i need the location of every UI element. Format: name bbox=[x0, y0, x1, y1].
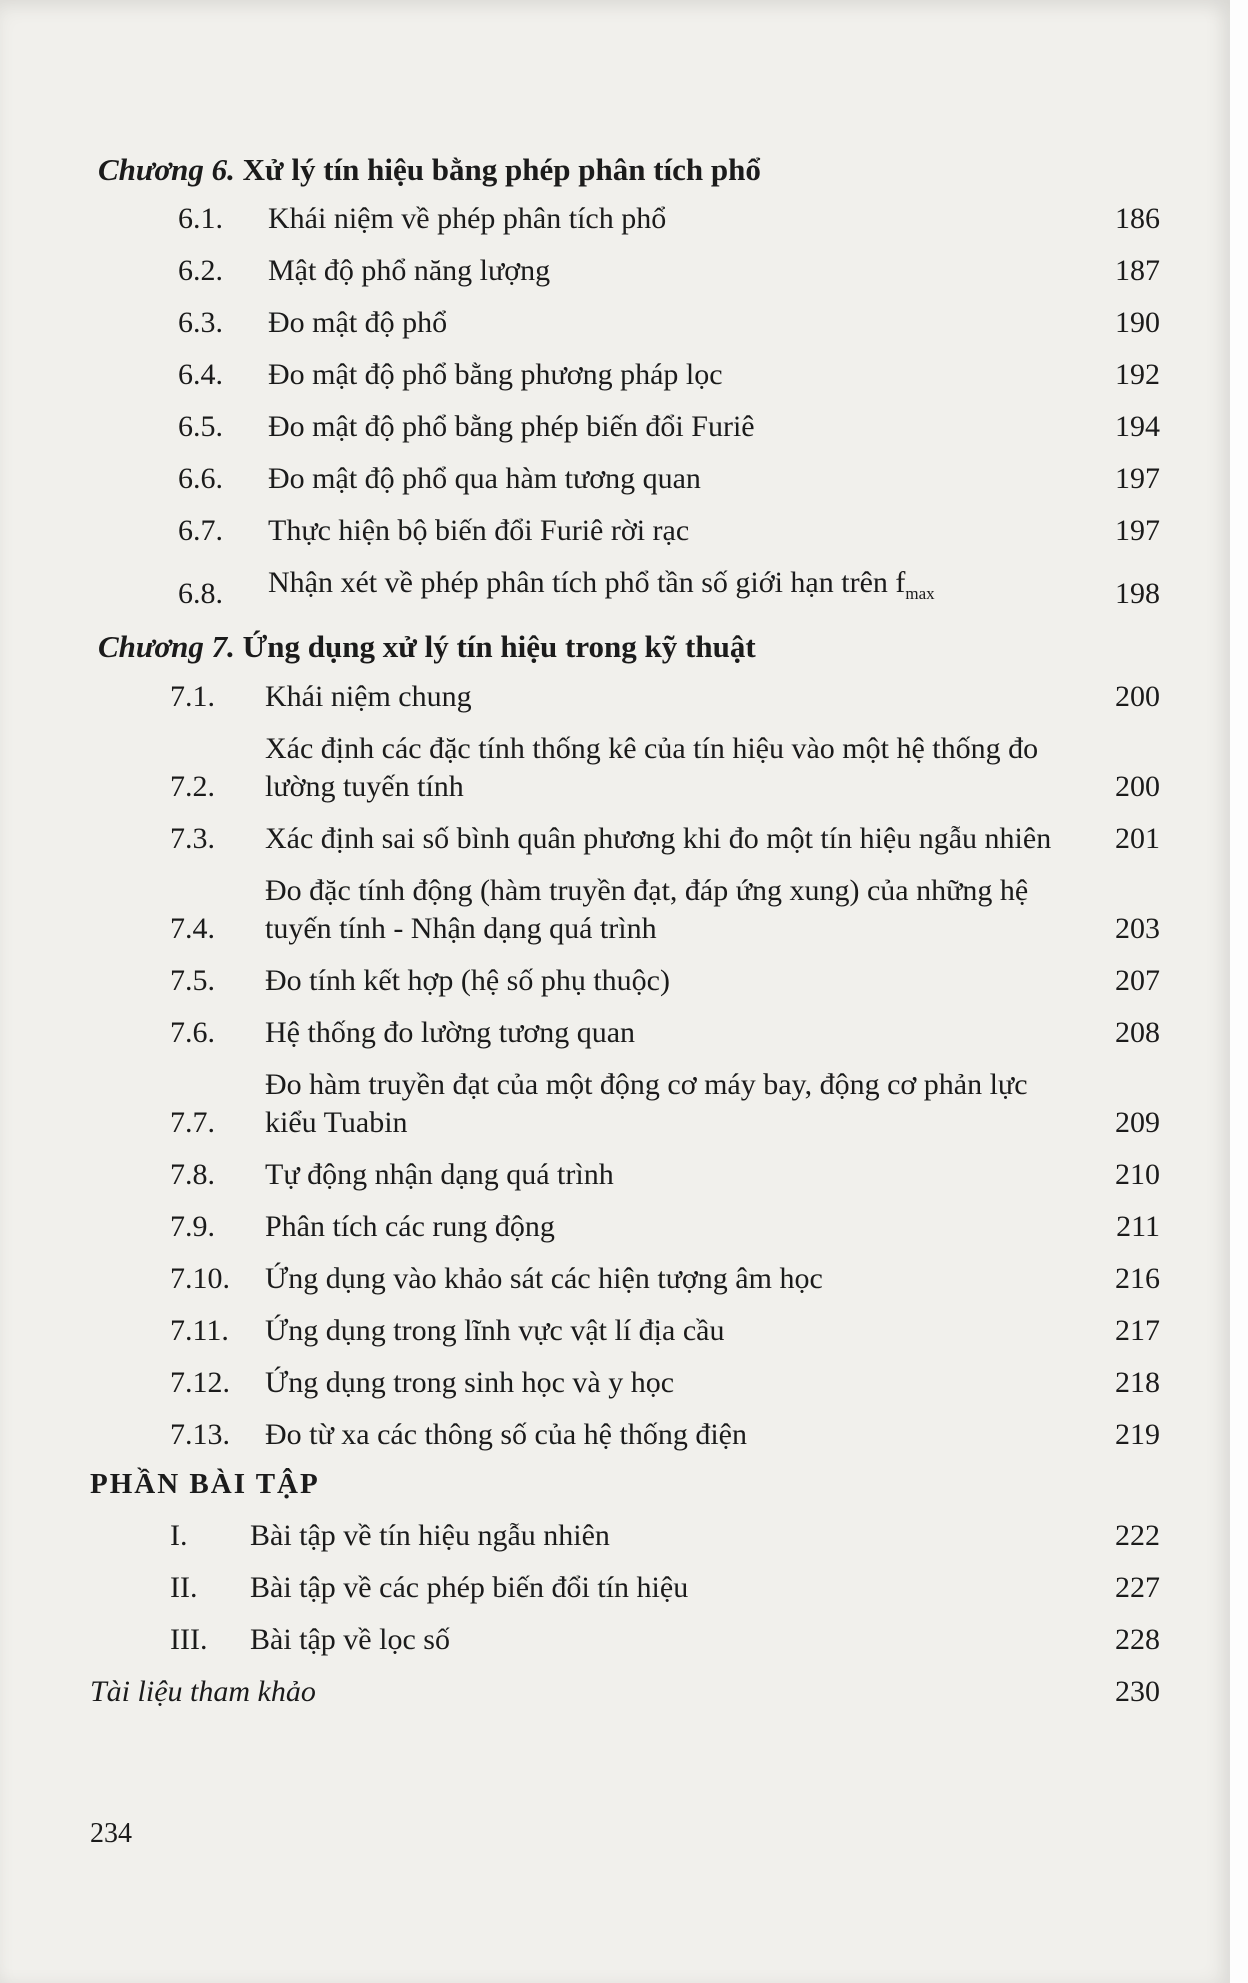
entry-title bbox=[250, 1621, 1080, 1659]
entry-page: 198 bbox=[1115, 577, 1160, 611]
entry-title-text: Bài tập về các phép biến đổi tín hiệu bbox=[250, 1570, 689, 1604]
entry-page: 227 bbox=[1115, 1570, 1160, 1604]
chapter-title: Ứng dụng xử lý tín hiệu trong kỹ thuật bbox=[234, 629, 756, 665]
toc-entry bbox=[90, 1208, 1160, 1246]
toc-entry bbox=[90, 200, 1160, 238]
entry-title bbox=[265, 962, 1080, 1000]
entry-number: 6.1. bbox=[178, 202, 223, 236]
entry-title-text: Bài tập về lọc số bbox=[250, 1622, 450, 1656]
entry-page: 187 bbox=[1115, 254, 1160, 288]
exercises-section bbox=[90, 1468, 1160, 1659]
entry-title-text: Thực hiện bộ biến đổi Furiê rời rạc bbox=[268, 514, 690, 548]
entry-page: 203 bbox=[1115, 911, 1160, 945]
entry-number: 7.6. bbox=[170, 1015, 215, 1049]
entry-number: 6.7. bbox=[178, 514, 223, 548]
entry-number: 6.8. bbox=[178, 577, 223, 611]
entry-title-text: Ứng dụng trong sinh học và y học bbox=[265, 1365, 675, 1399]
entry-number: 7.4. bbox=[170, 911, 215, 945]
entry-title-text: Ứng dụng vào khảo sát các hiện tượng âm học bbox=[265, 1261, 823, 1295]
entry-page: 197 bbox=[1115, 462, 1160, 496]
toc-entry bbox=[90, 730, 1160, 806]
entry-page: 200 bbox=[1115, 769, 1160, 803]
entry-page: 228 bbox=[1115, 1622, 1160, 1656]
entry-title bbox=[268, 408, 1080, 446]
toc-entry bbox=[90, 564, 1160, 613]
entry-page: 222 bbox=[1115, 1518, 1160, 1552]
entry-title-text: Ứng dụng trong lĩnh vực vật lí địa cầu bbox=[265, 1313, 725, 1347]
entry-number: 7.11. bbox=[170, 1313, 229, 1347]
entry-title-text: Đo mật độ phổ qua hàm tương quan bbox=[268, 462, 701, 496]
entry-title bbox=[268, 304, 1080, 342]
entry-page: 219 bbox=[1115, 1417, 1160, 1451]
entry-title bbox=[265, 1156, 1080, 1194]
entry-title bbox=[268, 460, 1080, 498]
entry-number: 7.2. bbox=[170, 769, 215, 803]
entry-title bbox=[265, 1312, 1080, 1350]
toc-entry bbox=[90, 1066, 1160, 1142]
entry-page: 194 bbox=[1115, 410, 1160, 444]
toc-entry bbox=[90, 1517, 1160, 1555]
entry-number: 6.5. bbox=[178, 410, 223, 444]
entry-title-text: Đo mật độ phổ bằng phép biến đổi Furiê bbox=[268, 410, 755, 444]
entry-number: 7.8. bbox=[170, 1157, 215, 1191]
references-page: 230 bbox=[1115, 1674, 1160, 1708]
toc-entry bbox=[90, 460, 1160, 498]
entry-page: 190 bbox=[1115, 306, 1160, 340]
entry-number: 7.3. bbox=[170, 821, 215, 855]
entry-subscript: max bbox=[905, 584, 935, 604]
chapter-heading bbox=[98, 627, 1160, 667]
entry-title-text: Đo hàm truyền đạt của một động cơ máy bay, động cơ phản lực kiểu Tuabin bbox=[265, 1067, 1028, 1139]
entry-title bbox=[268, 512, 1080, 550]
entry-title bbox=[265, 1364, 1080, 1402]
entry-page: 186 bbox=[1115, 202, 1160, 236]
toc-entry bbox=[90, 1312, 1160, 1350]
entry-title bbox=[265, 1066, 1080, 1142]
entry-number: 7.10. bbox=[170, 1261, 230, 1295]
toc-entry bbox=[90, 1364, 1160, 1402]
chapter-6 bbox=[90, 150, 1160, 613]
toc-entry bbox=[90, 356, 1160, 394]
entry-title-text: Phân tích các rung động bbox=[265, 1209, 555, 1243]
chapter-label: Chương 6. bbox=[98, 152, 235, 187]
entry-page: 200 bbox=[1115, 679, 1160, 713]
entry-title bbox=[268, 356, 1080, 394]
entry-title bbox=[250, 1517, 1080, 1555]
toc-entry bbox=[90, 1014, 1160, 1052]
toc-entry bbox=[90, 1569, 1160, 1607]
entry-title-text: Đo từ xa các thông số của hệ thống điện bbox=[265, 1417, 747, 1451]
entry-title-text: Xác định các đặc tính thống kê của tín hiệu vào một hệ thống đo lường tuyến tính bbox=[265, 731, 1039, 803]
entry-title bbox=[265, 1208, 1080, 1246]
entry-page: 192 bbox=[1115, 358, 1160, 392]
toc-entry bbox=[90, 1156, 1160, 1194]
entry-page: 208 bbox=[1115, 1015, 1160, 1049]
entry-page: 211 bbox=[1116, 1209, 1160, 1243]
entry-number: 6.2. bbox=[178, 254, 223, 288]
entry-number: II. bbox=[170, 1570, 198, 1604]
entry-number: 6.4. bbox=[178, 358, 223, 392]
entry-title bbox=[250, 1569, 1080, 1607]
entry-title-text: Bài tập về tín hiệu ngẫu nhiên bbox=[250, 1518, 610, 1552]
entry-title bbox=[268, 200, 1080, 238]
entry-page: 216 bbox=[1115, 1261, 1160, 1295]
entry-number: 6.6. bbox=[178, 462, 223, 496]
toc-entry bbox=[90, 962, 1160, 1000]
entry-number: 7.12. bbox=[170, 1365, 230, 1399]
entry-title bbox=[265, 1416, 1080, 1454]
entry-title bbox=[265, 678, 1080, 716]
entry-number: 7.7. bbox=[170, 1105, 215, 1139]
entry-page: 210 bbox=[1115, 1157, 1160, 1191]
page-edge bbox=[1230, 0, 1248, 1983]
table-of-contents bbox=[90, 150, 1160, 1711]
entry-title-text: Nhận xét về phép phân tích phổ tần số giới hạn trên f bbox=[268, 566, 906, 600]
entry-title-text: Đo đặc tính động (hàm truyền đạt, đáp ứng xung) của những hệ tuyến tính - Nhận dạng quá trình bbox=[265, 873, 1029, 945]
chapter-heading bbox=[98, 150, 1160, 190]
entry-title-text: Xác định sai số bình quân phương khi đo một tín hiệu ngẫu nhiên bbox=[265, 821, 1052, 855]
toc-entry bbox=[90, 512, 1160, 550]
toc-entry bbox=[90, 1416, 1160, 1454]
exercises-heading: PHẦN BÀI TẬP bbox=[90, 1467, 320, 1500]
toc-entry bbox=[90, 1621, 1160, 1659]
entry-number: 7.9. bbox=[170, 1209, 215, 1243]
entry-number: 7.1. bbox=[170, 679, 215, 713]
toc-entry bbox=[90, 1260, 1160, 1298]
entry-title-text: Đo tính kết hợp (hệ số phụ thuộc) bbox=[265, 963, 670, 997]
entry-title-text: Mật độ phổ năng lượng bbox=[268, 254, 551, 288]
entry-title bbox=[268, 252, 1080, 290]
toc-entry bbox=[90, 872, 1160, 948]
entry-page: 218 bbox=[1115, 1365, 1160, 1399]
chapter-label: Chương 7. bbox=[98, 629, 235, 665]
entry-number: 7.5. bbox=[170, 963, 215, 997]
entry-title bbox=[265, 1260, 1080, 1298]
entry-title-text: Khái niệm về phép phân tích phổ bbox=[268, 202, 667, 236]
entry-title bbox=[265, 872, 1080, 948]
entry-title-text: Tự động nhận dạng quá trình bbox=[265, 1157, 614, 1191]
entry-page: 201 bbox=[1115, 821, 1160, 855]
chapter-title: Xử lý tín hiệu bằng phép phân tích phổ bbox=[234, 152, 761, 187]
entry-page: 209 bbox=[1115, 1105, 1160, 1139]
toc-entry bbox=[90, 678, 1160, 716]
entry-number: 6.3. bbox=[178, 306, 223, 340]
entry-number: 7.13. bbox=[170, 1417, 230, 1451]
entry-number: III. bbox=[170, 1622, 208, 1656]
references-title: Tài liệu tham khảo bbox=[90, 1674, 316, 1708]
entry-title-text: Khái niệm chung bbox=[265, 679, 472, 713]
toc-entry bbox=[90, 304, 1160, 342]
entry-page: 217 bbox=[1115, 1313, 1160, 1347]
chapter-7 bbox=[90, 627, 1160, 1453]
toc-entry bbox=[90, 820, 1160, 858]
entry-title-text: Hệ thống đo lường tương quan bbox=[265, 1015, 636, 1049]
entry-page: 207 bbox=[1115, 963, 1160, 997]
entry-number: I. bbox=[170, 1518, 188, 1552]
references-entry bbox=[90, 1673, 1160, 1711]
entry-title bbox=[268, 564, 1080, 613]
toc-entry bbox=[90, 408, 1160, 446]
entry-title-text: Đo mật độ phổ bbox=[268, 306, 448, 340]
page-number: 234 bbox=[90, 1818, 132, 1849]
entry-title-text: Đo mật độ phổ bằng phương pháp lọc bbox=[268, 358, 723, 392]
entry-title bbox=[265, 820, 1080, 858]
entry-title bbox=[265, 1014, 1080, 1052]
toc-entry bbox=[90, 252, 1160, 290]
entry-title bbox=[265, 730, 1080, 806]
entry-page: 197 bbox=[1115, 514, 1160, 548]
